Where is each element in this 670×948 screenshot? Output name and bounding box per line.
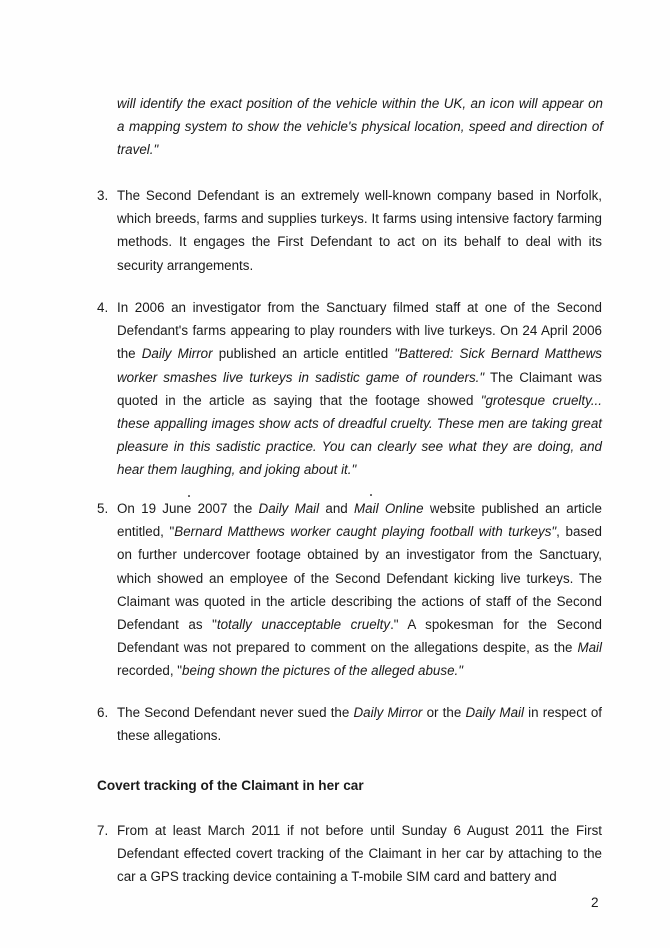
text-line [117,543,602,566]
italic-text: Mail Online [354,501,424,516]
text-run: Defendant was not prepared to comment on the allegations despite, as the [117,640,578,656]
text-line [117,567,602,590]
italic-text: "grotesque cruelty... [480,392,602,408]
text-line [117,207,602,230]
text-line [117,636,602,659]
paragraph-5 [117,497,602,683]
paragraph-number-6: 6. [97,705,109,720]
text-run: recorded, " [117,663,183,679]
text-run: car a GPS tracking device containing a T-mobile SIM card and battery and [117,869,557,885]
text-run: in respect of [523,705,603,720]
scan-speck [188,495,190,497]
paragraph-3 [117,184,602,277]
text-line [117,520,602,543]
text-line [117,435,602,458]
text-run: which breeds, farms and supplies turkeys. It farms using intensive factory farming [117,211,602,227]
text-run: these allegations. [117,728,222,744]
text-run: Defendant's farms appearing to play rounders with live turkeys. On 24 April 2006 [117,323,602,339]
paragraph-number-3: 3. [97,188,109,203]
text-run: on further undercover footage obtained by an investigator from the Sanctuary, [117,547,602,563]
text-line [117,865,602,888]
text-run: security arrangements. [117,257,254,273]
text-run: or the [422,705,466,720]
text-run: entitled, " [117,524,175,540]
text-run: quoted in the article as saying that the footage showed [117,392,481,408]
text-run: On 19 June 2007 the [117,501,259,516]
italic-text: Mail [577,640,602,656]
text-line [117,724,602,747]
text-run: The Claimant was [484,369,602,385]
text-run: published an article entitled [212,346,395,362]
text-line [117,296,602,319]
text-line [117,230,602,253]
text-run: The Second Defendant never sued the [117,705,354,720]
text-run: Defendant as " [117,617,217,633]
paragraph-6 [117,701,602,747]
paragraph-7 [117,819,602,889]
paragraph-number-5: 5. [97,501,109,516]
quote-line [117,115,603,138]
italic-text: these appalling images show acts of dreadful cruelty. These men are taking great [117,416,602,432]
text-line [117,184,602,207]
italic-text: worker smashes live turkeys in sadistic game of rounders." [117,369,485,385]
text-line [117,342,602,365]
italic-text: Daily Mirror [141,346,213,362]
text-line [117,497,602,520]
italic-text: Daily Mirror [353,705,423,720]
italic-text: "Battered: Sick Bernard Matthews [394,346,602,362]
text-run: which showed an employee of the Second Defendant kicking live turkeys. The [117,570,602,586]
section-heading: Covert tracking of the Claimant in her car [97,778,364,793]
text-run: From at least March 2011 if not before until Sunday 6 August 2011 the First [117,823,602,838]
italic-text: Bernard Matthews worker caught playing football with turkeys" [174,524,557,540]
text-run: methods. It engages the First Defendant to act on its behalf to deal with its [117,234,602,250]
text-run: Defendant effected covert tracking of the Claimant in her car by attaching to the [117,846,602,862]
text-run: the [117,346,142,362]
text-run: website published an article [423,501,602,516]
scan-speck [370,494,372,496]
text-line [117,458,602,481]
quote-text: travel." [117,142,159,158]
text-line [117,319,602,342]
italic-text: pleasure in this sadistic practice. You can clearly see what they are doing, and [117,439,602,455]
italic-text: Daily Mail [258,501,320,516]
paragraph-number-7: 7. [97,823,109,838]
quote-text: a mapping system to show the vehicle's physical location, speed and direction of [117,119,603,135]
text-run: The Second Defendant is an extremely well-known company based in Norfolk, [117,188,602,203]
paragraph-number-4: 4. [97,300,109,315]
text-line [117,412,602,435]
text-line [117,389,602,412]
text-run: and [319,501,355,516]
text-line [117,366,602,389]
italic-text: totally unacceptable cruelty [216,617,391,633]
italic-text: hear them laughing, and joking about it." [117,462,357,478]
quote-text: will identify the exact position of the vehicle within the UK, an icon will appear on [117,96,603,111]
text-run: In 2006 an investigator from the Sanctuary filmed staff at one of the Second [117,300,602,315]
quote-continuation [117,92,603,162]
page-number: 2 [591,895,599,910]
text-line [117,842,602,865]
italic-text: Daily Mail [465,705,524,720]
paragraph-4 [117,296,602,482]
italic-text: being shown the pictures of the alleged abuse." [182,663,463,679]
text-run: ." A spokesman for the Second [390,617,602,633]
text-run: , based [556,524,602,540]
text-line [117,590,602,613]
text-line [117,659,602,682]
text-line [117,613,602,636]
text-run: Claimant was quoted in the article describing the actions of staff of the Second [117,593,602,609]
text-line [117,254,602,277]
text-line [117,701,602,724]
quote-line [117,138,603,161]
text-line [117,819,602,842]
quote-line [117,92,603,115]
